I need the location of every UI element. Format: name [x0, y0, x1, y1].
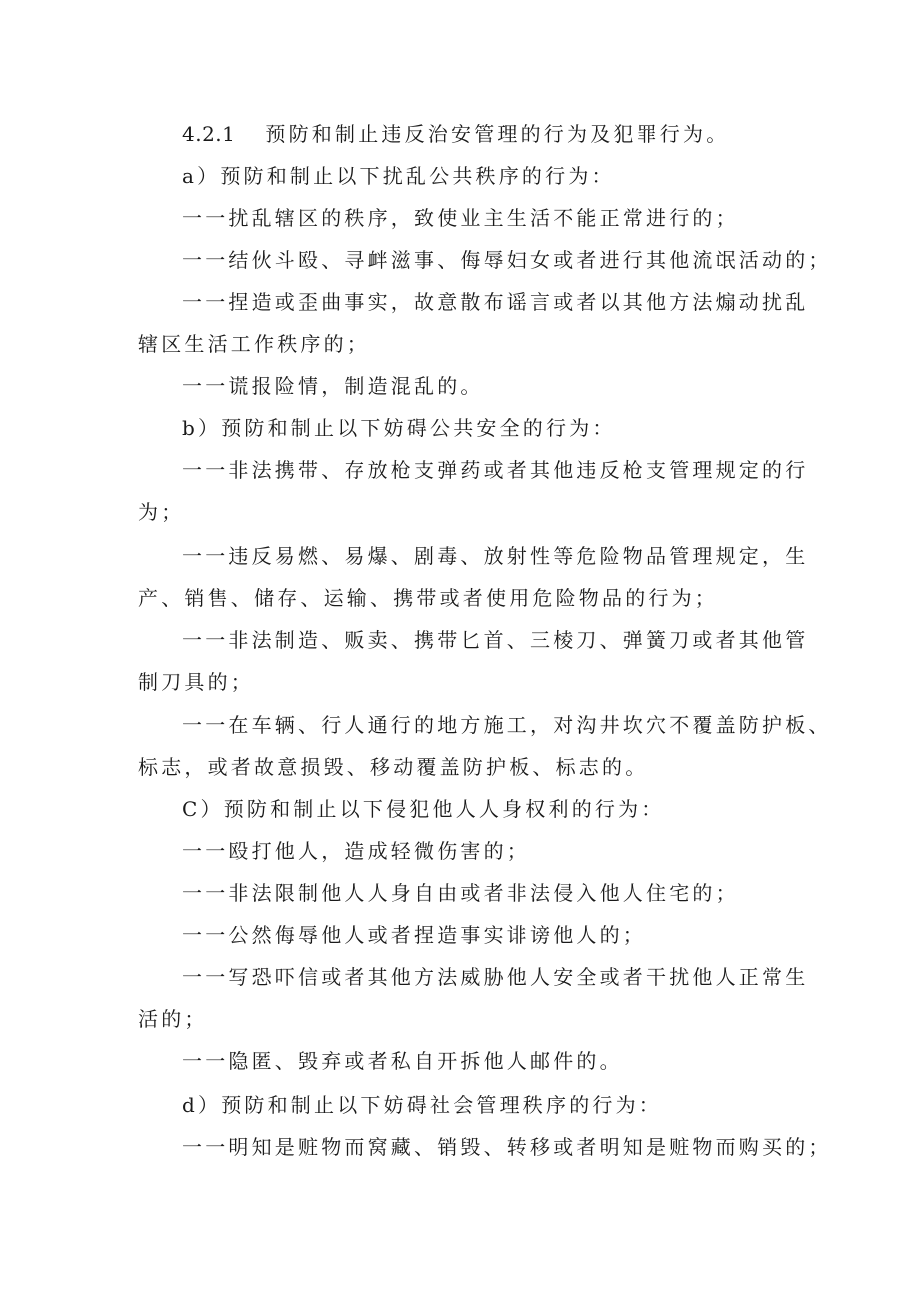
list-item-continuation: 活的； [138, 1007, 208, 1031]
subsection-heading-c: C）预防和制止以下侵犯他人人身权利的行为： [182, 797, 665, 821]
list-item: 一一非法制造、贩卖、携带匕首、三棱刀、弹簧刀或者其他管 [182, 628, 809, 652]
list-item: 一一非法限制他人人身自由或者非法侵入他人住宅的； [182, 881, 739, 905]
list-item-continuation: 制刀具的； [138, 670, 254, 694]
subsection-heading-d: d）预防和制止以下妨碍社会管理秩序的行为： [182, 1093, 663, 1117]
list-item: 一一谎报险情，制造混乱的。 [182, 374, 484, 398]
section-heading [182, 122, 729, 146]
subsection-heading-b: b）预防和制止以下妨碍公共安全的行为： [182, 416, 616, 440]
list-item: 一一隐匿、毁弃或者私自开拆他人邮件的。 [182, 1049, 623, 1073]
list-item: 一一殴打他人，造成轻微伤害的； [182, 839, 530, 863]
list-item: 一一写恐吓信或者其他方法威胁他人安全或者干扰他人正常生 [182, 965, 809, 989]
list-item-continuation: 产、销售、储存、运输、携带或者使用危险物品的行为； [138, 586, 718, 610]
list-item: 一一公然侮辱他人或者捏造事实诽谤他人的； [182, 923, 646, 947]
list-item-continuation: 辖区生活工作秩序的； [138, 332, 370, 356]
list-item: 一一扰乱辖区的秩序，致使业主生活不能正常进行的； [182, 206, 739, 230]
section-title: 预防和制止违反治安管理的行为及犯罪行为。 [265, 122, 730, 146]
subsection-heading-a: a）预防和制止以下扰乱公共秩序的行为： [182, 164, 615, 188]
list-item: 一一违反易燃、易爆、剧毒、放射性等危险物品管理规定，生 [182, 544, 809, 568]
list-item: 一一非法携带、存放枪支弹药或者其他违反枪支管理规定的行 [182, 458, 809, 482]
section-number: 4.2.1 [182, 122, 236, 146]
list-item-continuation: 标志，或者故意损毁、移动覆盖防护板、标志的。 [138, 755, 649, 779]
list-item: 一一明知是赃物而窝藏、销毁、转移或者明知是赃物而购买的； [182, 1135, 832, 1159]
list-item: 一一在车辆、行人通行的地方施工，对沟井坎穴不覆盖防护板、 [182, 713, 832, 737]
list-item: 一一结伙斗殴、寻衅滋事、侮辱妇女或者进行其他流氓活动的； [182, 248, 832, 272]
list-item: 一一捏造或歪曲事实，故意散布谣言或者以其他方法煽动扰乱 [182, 290, 809, 314]
list-item-continuation: 为； [138, 500, 185, 524]
